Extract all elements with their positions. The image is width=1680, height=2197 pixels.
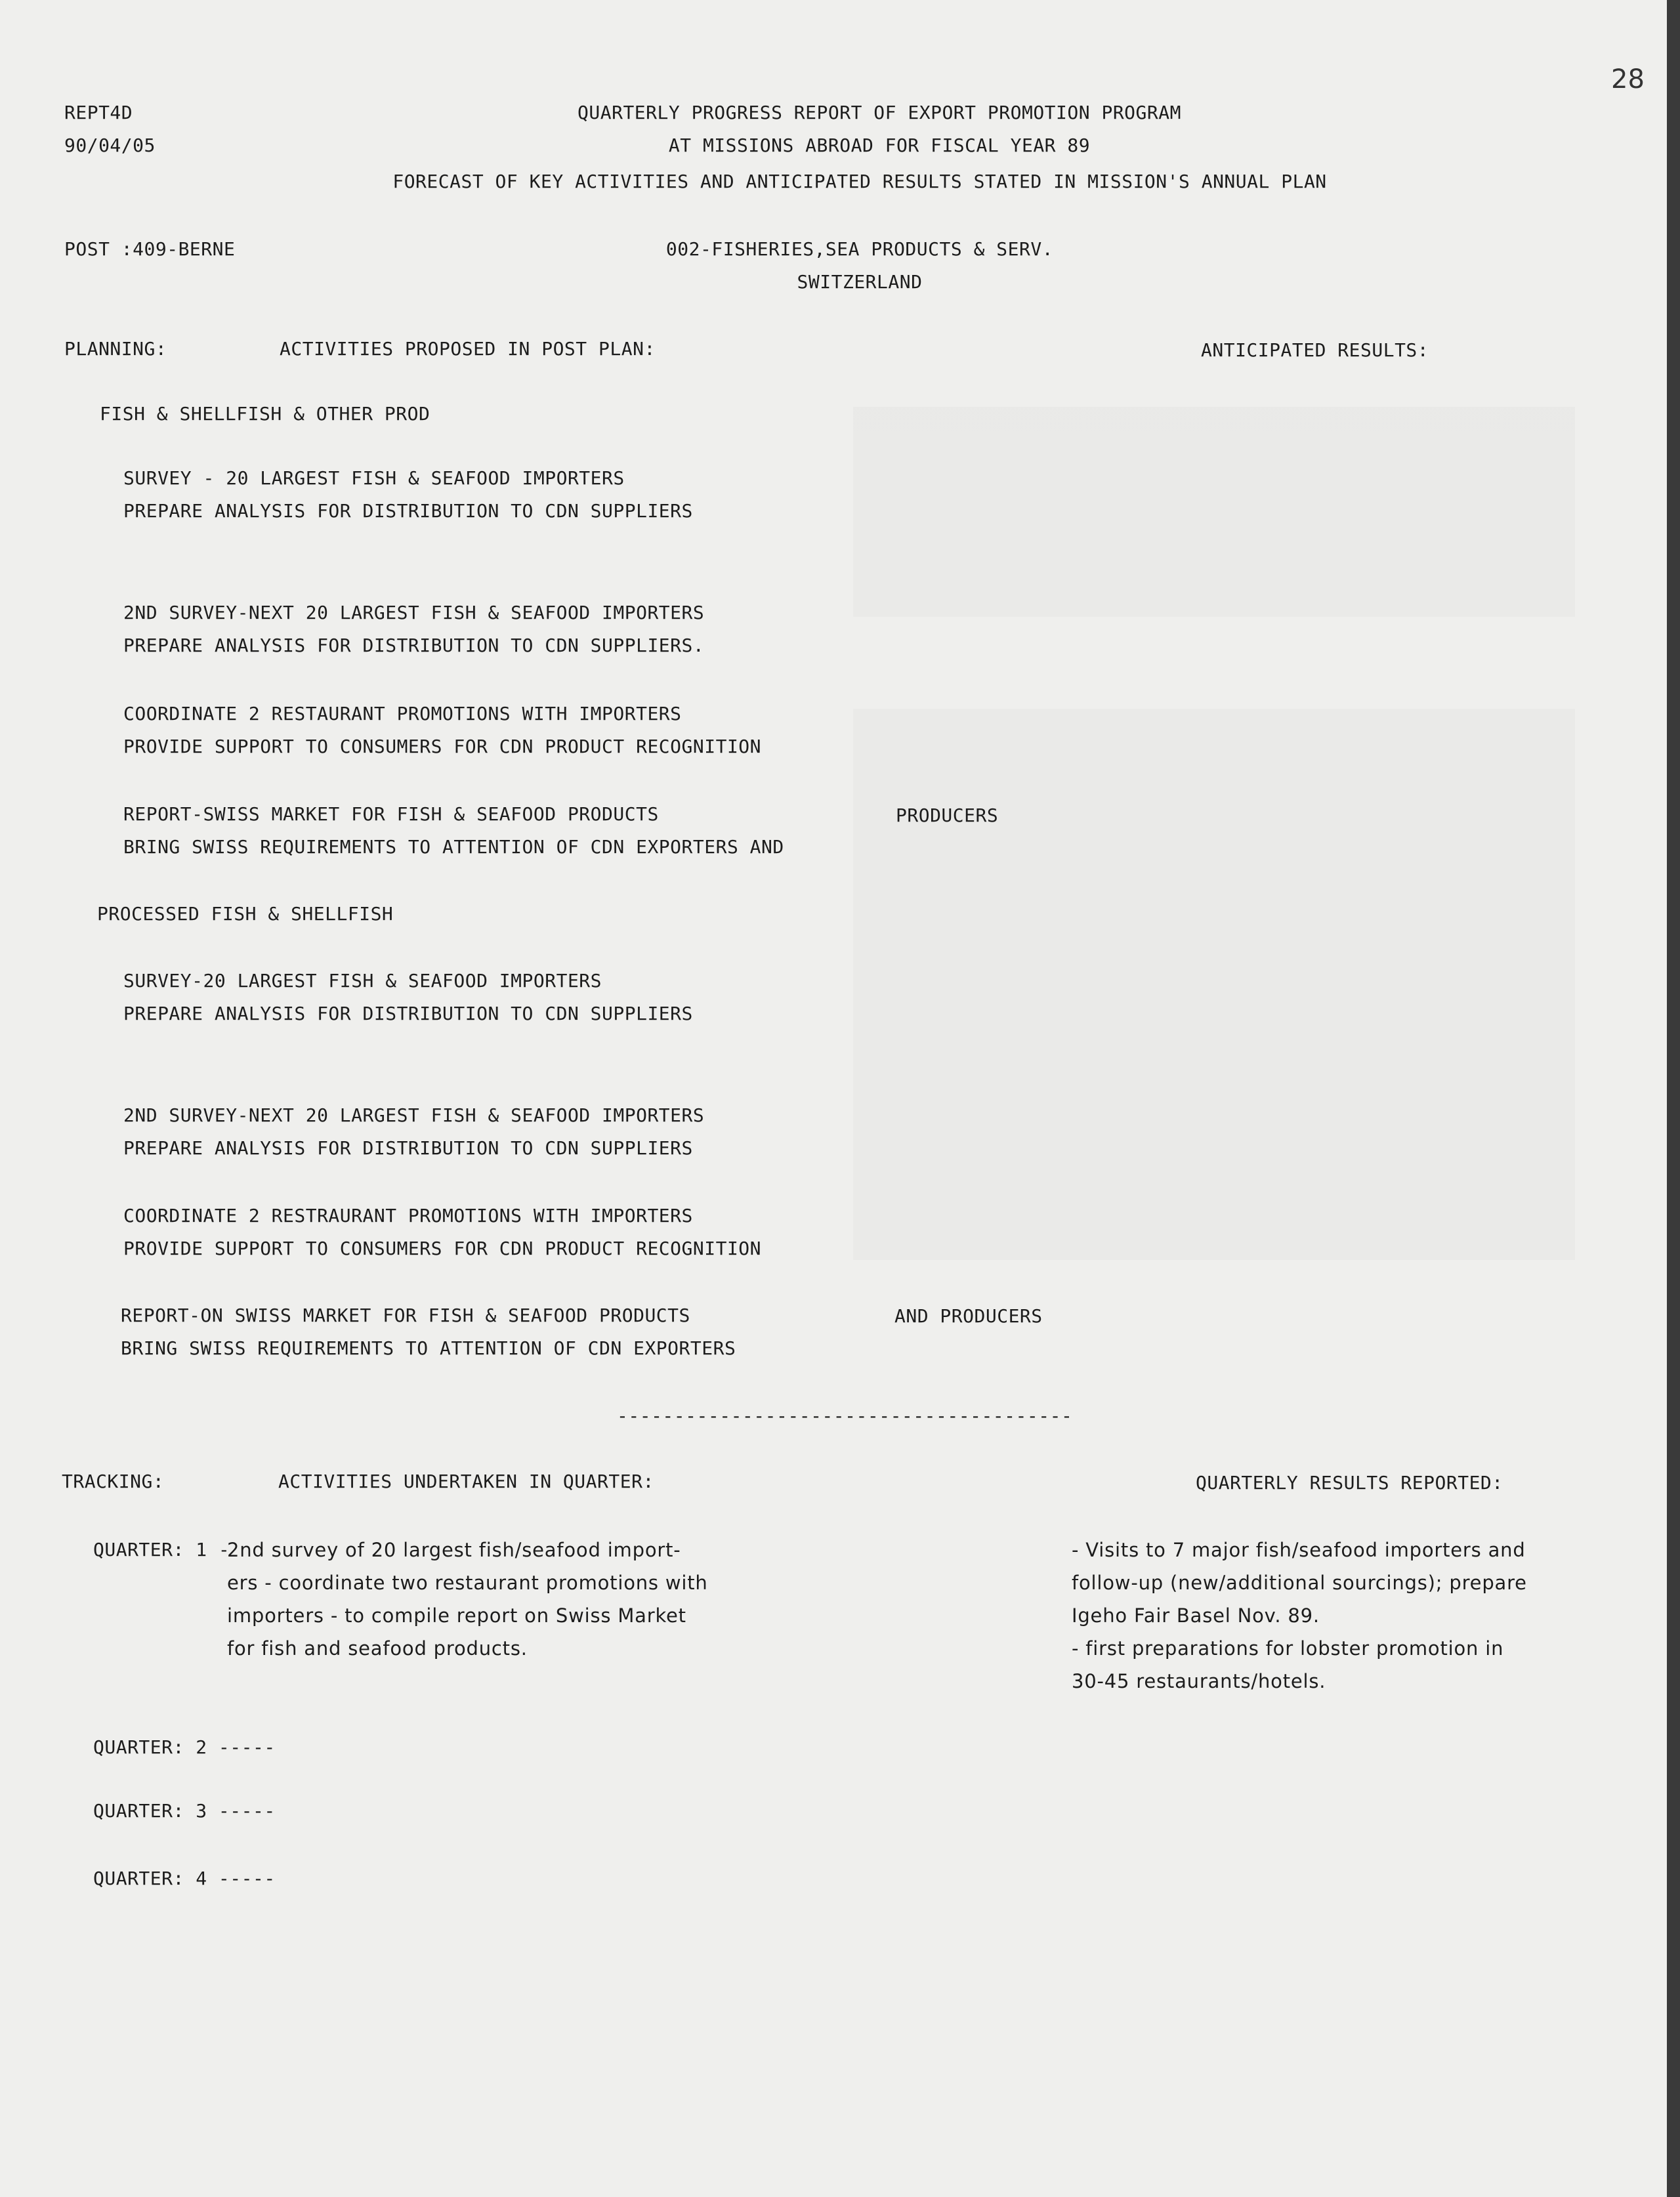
planned-activity [123,803,784,859]
activity-line: REPORT-ON SWISS MARKET FOR FISH & SEAFOOD PRODUCTS [121,1305,690,1326]
planned-activity [123,969,693,1026]
anticipated-result: PRODUCERS [896,805,999,826]
quarter-4-label: QUARTER: 4 ----- [93,1868,276,1889]
activity-line: REPORT-SWISS MARKET FOR FISH & SEAFOOD PRODUCTS [123,803,659,825]
bleed-through-shadow-lower [853,709,1575,1260]
scan-edge-shadow [1667,0,1680,2197]
activity-line: PREPARE ANALYSIS FOR DISTRIBUTION TO CDN SUPPLIERS [123,1003,693,1024]
activity-line: PREPARE ANALYSIS FOR DISTRIBUTION TO CDN SUPPLIERS [123,1137,693,1159]
activity-line: PROVIDE SUPPORT TO CONSUMERS FOR CDN PRODUCT RECOGNITION [123,1238,762,1259]
activity-line: PREPARE ANALYSIS FOR DISTRIBUTION TO CDN SUPPLIERS [123,500,693,522]
group-title-fish-shellfish: FISH & SHELLFISH & OTHER PROD [100,403,430,425]
page-number: 28 [1611,64,1645,94]
activity-line: COORDINATE 2 RESTAURANT PROMOTIONS WITH IMPORTERS [123,703,682,724]
planning-label: PLANNING: [64,338,167,360]
result-line: Igeho Fair Basel Nov. 89. [1072,1604,1320,1627]
activity-line: BRING SWISS REQUIREMENTS TO ATTENTION OF CDN EXPORTERS [121,1337,736,1359]
tracking-label: TRACKING: [62,1471,165,1492]
result-line: - Visits to 7 major fish/seafood importers and [1072,1539,1526,1561]
activity-line: 2ND SURVEY-NEXT 20 LARGEST FISH & SEAFOOD IMPORTERS [123,1104,705,1126]
activity-line: SURVEY - 20 LARGEST FISH & SEAFOOD IMPORTERS [123,467,625,489]
quarter-2-label: QUARTER: 2 ----- [93,1736,276,1758]
activity-line: BRING SWISS REQUIREMENTS TO ATTENTION OF CDN EXPORTERS AND [123,836,784,858]
bleed-through-shadow [853,407,1575,617]
result-line: follow-up (new/additional sourcings); prepare [1072,1572,1527,1594]
tracking-activities-header: ACTIVITIES UNDERTAKEN IN QUARTER: [278,1471,654,1492]
activity-line: for fish and seafood products. [227,1637,528,1660]
anticipated-result: AND PRODUCERS [894,1305,1043,1327]
result-line: - first preparations for lobster promotion in [1072,1637,1504,1660]
activity-line: 2nd survey of 20 largest fish/seafood import- [227,1539,681,1561]
group-title-processed-fish: PROCESSED FISH & SHELLFISH [97,903,394,925]
section-divider: ---------------------------------------- [617,1405,1073,1427]
planned-activity [123,1104,704,1160]
planned-activity [121,1304,736,1360]
activity-line: SURVEY-20 LARGEST FISH & SEAFOOD IMPORTERS [123,970,602,992]
activity-line: COORDINATE 2 RESTRAURANT PROMOTIONS WITH IMPORTERS [123,1205,693,1226]
activity-line: ers - coordinate two restaurant promotions with [227,1572,708,1594]
quarter-1-results [1072,1538,1527,1693]
country-label: SWITZERLAND [797,271,923,293]
report-id: REPT4D [64,102,133,123]
result-line: 30-45 restaurants/hotels. [1072,1670,1326,1692]
report-title-line2: AT MISSIONS ABROAD FOR FISCAL YEAR 89 [668,135,1091,156]
report-date: 90/04/05 [64,135,156,156]
report-title-line3: FORECAST OF KEY ACTIVITIES AND ANTICIPATED RESULTS STATED IN MISSION'S ANNUAL PLAN [392,171,1327,192]
planning-activities-header: ACTIVITIES PROPOSED IN POST PLAN: [280,338,656,360]
planning-results-header: ANTICIPATED RESULTS: [1201,339,1429,361]
planned-activity [123,1204,761,1261]
planned-activity [123,467,693,523]
quarter-1-activities [227,1538,708,1660]
report-title-line1: QUARTERLY PROGRESS REPORT OF EXPORT PROMOTION PROGRAM [578,102,1181,123]
sector-label: 002-FISHERIES,SEA PRODUCTS & SERV. [665,238,1054,260]
quarter-1-label: QUARTER: 1 - [93,1539,230,1560]
quarter-3-label: QUARTER: 3 ----- [93,1800,276,1822]
planned-activity [123,702,761,759]
activity-line: importers - to compile report on Swiss Market [227,1604,686,1627]
activity-line: 2ND SURVEY-NEXT 20 LARGEST FISH & SEAFOOD IMPORTERS [123,602,705,623]
activity-line: PROVIDE SUPPORT TO CONSUMERS FOR CDN PRODUCT RECOGNITION [123,736,762,757]
post-label: POST :409-BERNE [64,238,236,260]
planned-activity [123,601,704,658]
tracking-results-header: QUARTERLY RESULTS REPORTED: [1196,1472,1503,1494]
activity-line: PREPARE ANALYSIS FOR DISTRIBUTION TO CDN SUPPLIERS. [123,635,705,656]
